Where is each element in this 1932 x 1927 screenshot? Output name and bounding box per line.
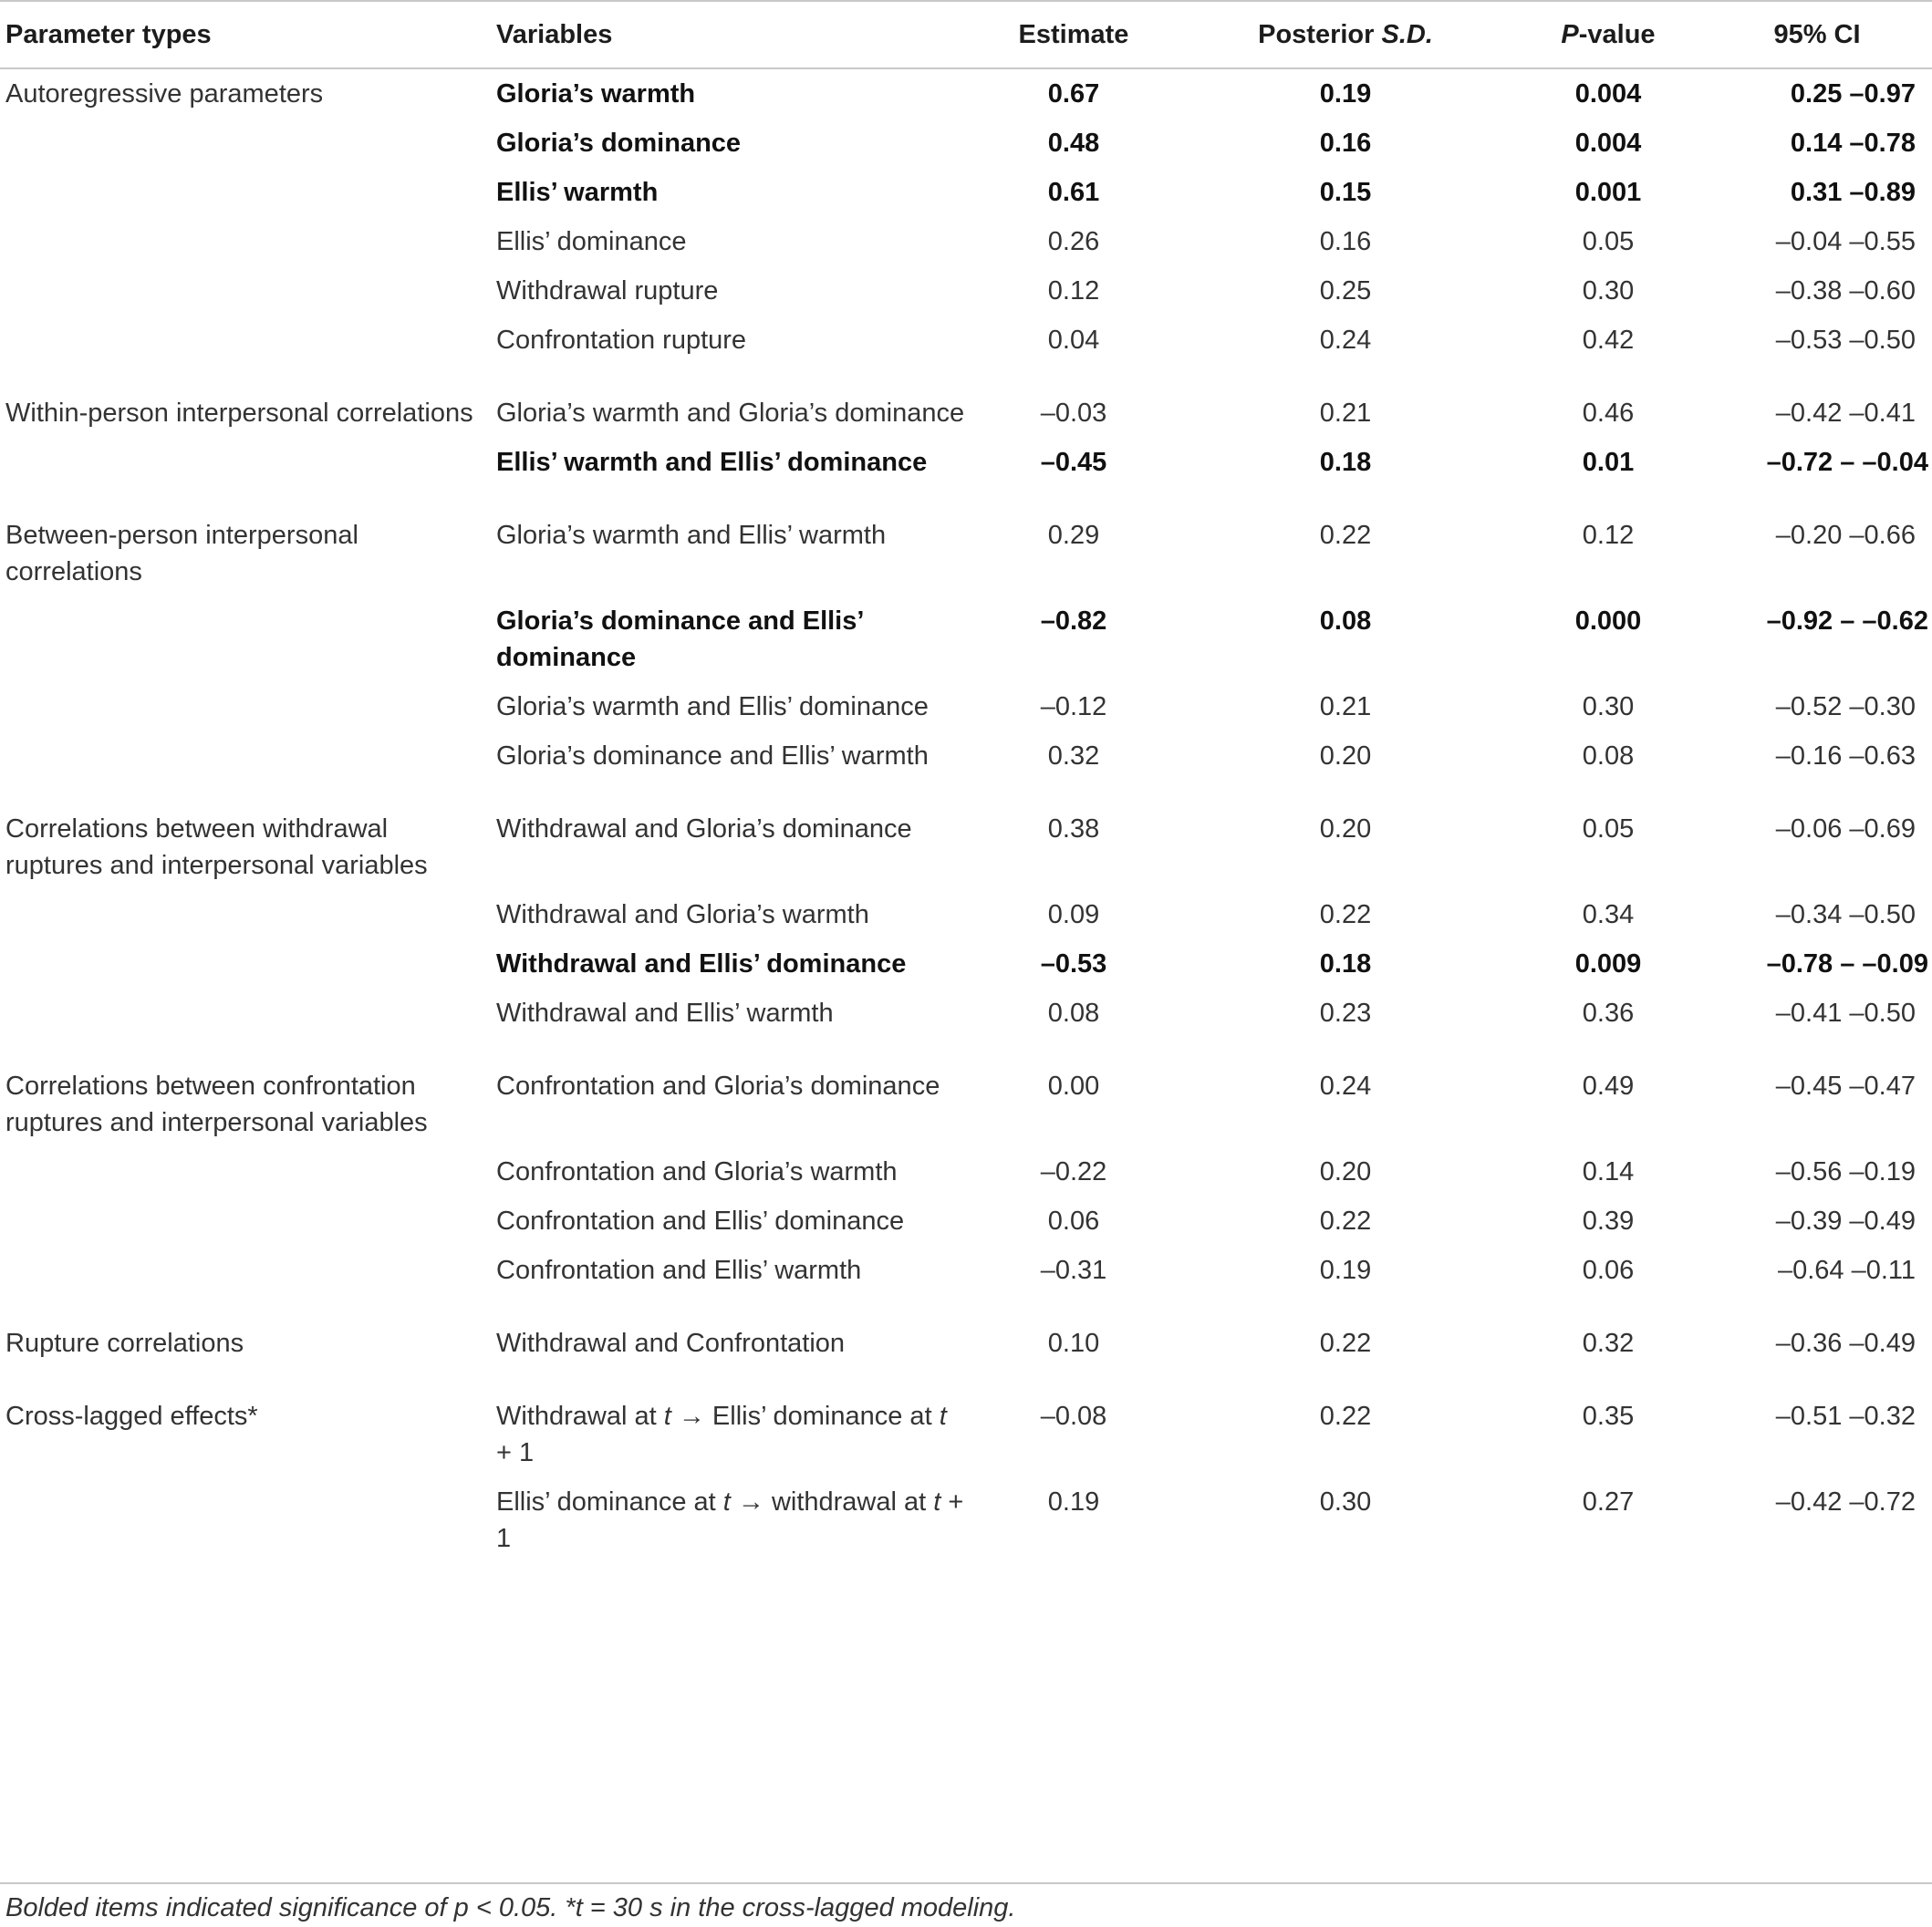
p-value-cell: 0.05	[1582, 814, 1635, 844]
ci-cell: –0.52 –0.30	[1775, 692, 1916, 721]
estimate-cell: 0.04	[1047, 326, 1100, 355]
estimate-cell: 0.67	[1047, 79, 1100, 109]
ci-cell: –0.56 –0.19	[1775, 1157, 1916, 1186]
variable-cell: Withdrawal and Ellis’ warmth	[496, 999, 834, 1028]
parameter-type-cell	[0, 939, 491, 989]
variable-text-part: Withdrawal at	[496, 1402, 664, 1431]
posterior-sd-cell: 0.19	[1319, 79, 1372, 109]
ci-cell: –0.45 –0.47	[1775, 1072, 1916, 1101]
ci-cell: –0.06 –0.69	[1775, 814, 1916, 844]
estimate-cell: –0.82	[1040, 606, 1107, 636]
table-row	[0, 266, 1932, 316]
posterior-sd-cell: 0.16	[1319, 227, 1372, 256]
variable-cell	[491, 1477, 971, 1563]
parameter-type-cell	[0, 1246, 491, 1295]
table-footnote: Bolded items indicated significance of p < 0.05. *t = 30 s in the cross-lagged modeling.	[0, 1882, 1932, 1923]
p-value-cell: 0.49	[1582, 1072, 1635, 1101]
group-spacer	[0, 1038, 1932, 1062]
estimate-cell: –0.03	[1040, 399, 1107, 428]
variable-cell: Confrontation and Ellis’ dominance	[496, 1207, 905, 1236]
parameter-type-cell	[0, 438, 491, 487]
estimate-cell: 0.38	[1047, 814, 1100, 844]
posterior-sd-cell: 0.22	[1319, 521, 1372, 550]
variable-cell: Confrontation and Gloria’s warmth	[496, 1157, 898, 1186]
p-value-cell: 0.32	[1582, 1329, 1635, 1358]
parameter-type-cell	[0, 731, 491, 781]
table-row	[0, 1147, 1932, 1197]
table-row	[0, 1319, 1932, 1368]
ci-cell: –0.38 –0.60	[1775, 276, 1916, 306]
table-row	[0, 731, 1932, 781]
table-row	[0, 1197, 1932, 1246]
estimate-cell: 0.32	[1047, 741, 1100, 771]
p-value-cell: 0.08	[1582, 741, 1635, 771]
parameter-type-cell	[0, 682, 491, 731]
variable-time-symbol: t	[722, 1487, 731, 1517]
p-value-cell: 0.05	[1582, 227, 1635, 256]
header-posterior-sd-italic: S.D.	[1381, 19, 1433, 49]
ci-cell: –0.64 –0.11	[1777, 1256, 1916, 1285]
ci-cell: –0.34 –0.50	[1775, 900, 1916, 929]
p-value-cell: 0.34	[1582, 900, 1635, 929]
posterior-sd-cell: 0.16	[1319, 129, 1372, 158]
posterior-sd-cell: 0.15	[1319, 178, 1372, 207]
variable-cell: Ellis’ dominance	[496, 227, 687, 256]
parameter-type-cell	[0, 168, 491, 217]
parameter-type-cell: Within-person interpersonal correlations	[5, 399, 473, 428]
table-row	[0, 1392, 1932, 1477]
ci-cell: –0.16 –0.63	[1775, 741, 1916, 771]
p-value-cell: 0.009	[1574, 949, 1642, 979]
p-value-cell: 0.27	[1582, 1487, 1635, 1517]
group-spacer-cell	[0, 781, 1932, 804]
posterior-sd-cell: 0.18	[1319, 448, 1372, 477]
header-variables: Variables	[496, 19, 613, 49]
parameter-type-cell	[0, 1147, 491, 1197]
estimate-cell: –0.08	[1040, 1402, 1107, 1431]
p-value-cell: 0.36	[1582, 999, 1635, 1028]
variable-cell: Gloria’s warmth and Ellis’ dominance	[496, 692, 929, 721]
p-value-cell: 0.004	[1574, 129, 1642, 158]
estimate-cell: 0.00	[1047, 1072, 1100, 1101]
parameter-type-cell	[0, 1477, 491, 1563]
ci-cell: 0.31 –0.89	[1790, 178, 1916, 207]
header-estimate: Estimate	[1018, 19, 1129, 49]
estimate-cell: –0.22	[1040, 1157, 1107, 1186]
p-value-cell: 0.06	[1582, 1256, 1635, 1285]
variable-cell: Confrontation and Gloria’s dominance	[496, 1072, 940, 1101]
parameter-type-cell: Correlations between confrontation ruptures and interpersonal variables	[5, 1072, 428, 1137]
table-row	[0, 168, 1932, 217]
variable-time-symbol: t	[933, 1487, 941, 1517]
posterior-sd-cell: 0.24	[1319, 326, 1372, 355]
posterior-sd-cell: 0.22	[1319, 1207, 1372, 1236]
variable-cell: Gloria’s dominance	[496, 129, 742, 158]
estimate-cell: 0.10	[1047, 1329, 1100, 1358]
ci-cell: –0.04 –0.55	[1775, 227, 1916, 256]
estimate-cell: 0.09	[1047, 900, 1100, 929]
variable-text-part: + 1	[496, 1487, 964, 1553]
variable-cell: Gloria’s dominance and Ellis’ warmth	[496, 741, 929, 771]
ci-cell: –0.42 –0.41	[1775, 399, 1916, 428]
estimate-cell: –0.31	[1040, 1256, 1107, 1285]
estimate-cell: 0.08	[1047, 999, 1100, 1028]
variable-cell: Withdrawal and Gloria’s warmth	[496, 900, 869, 929]
parameter-type-cell: Rupture correlations	[5, 1329, 244, 1358]
parameter-type-cell: Between-person interpersonal correlations	[5, 521, 358, 586]
variable-cell: Confrontation rupture	[496, 326, 747, 355]
parameter-type-cell	[0, 596, 491, 682]
estimate-cell: 0.29	[1047, 521, 1100, 550]
ci-cell: –0.51 –0.32	[1775, 1402, 1916, 1431]
table-header	[0, 1, 1932, 68]
variable-cell: Withdrawal rupture	[496, 276, 719, 306]
posterior-sd-cell: 0.22	[1319, 1402, 1372, 1431]
estimate-cell: 0.48	[1047, 129, 1100, 158]
p-value-cell: 0.30	[1582, 276, 1635, 306]
variable-text-part: + 1	[496, 1438, 535, 1467]
table-row	[0, 316, 1932, 365]
variable-time-symbol: t	[939, 1402, 947, 1431]
group-spacer-cell	[0, 1368, 1932, 1392]
ci-cell: –0.72 – –0.04	[1766, 448, 1928, 477]
group-spacer	[0, 487, 1932, 511]
ci-cell: –0.78 – –0.09	[1766, 949, 1928, 979]
table-body	[0, 68, 1932, 1563]
p-value-cell: 0.30	[1582, 692, 1635, 721]
posterior-sd-cell: 0.21	[1319, 692, 1372, 721]
ci-cell: 0.25 –0.97	[1790, 79, 1916, 109]
group-spacer-cell	[0, 1038, 1932, 1062]
header-posterior-sd	[1177, 1, 1514, 68]
header-parameter-types: Parameter types	[5, 19, 212, 49]
table-row	[0, 389, 1932, 438]
estimate-cell: 0.06	[1047, 1207, 1100, 1236]
table-row	[0, 804, 1932, 890]
posterior-sd-cell: 0.23	[1319, 999, 1372, 1028]
header-p-italic: P	[1561, 19, 1579, 49]
posterior-sd-cell: 0.20	[1319, 741, 1372, 771]
posterior-sd-cell: 0.20	[1319, 1157, 1372, 1186]
p-value-cell: 0.004	[1574, 79, 1642, 109]
table-row	[0, 217, 1932, 266]
posterior-sd-cell: 0.24	[1319, 1072, 1372, 1101]
variable-cell: Ellis’ warmth	[496, 178, 659, 207]
group-spacer-cell	[0, 487, 1932, 511]
ci-cell: –0.41 –0.50	[1775, 999, 1916, 1028]
parameter-type-cell: Autoregressive parameters	[5, 79, 324, 109]
parameter-type-cell	[0, 119, 491, 168]
estimate-cell: 0.19	[1047, 1487, 1100, 1517]
header-ci: 95% CI	[1773, 19, 1861, 49]
posterior-sd-cell: 0.20	[1319, 814, 1372, 844]
variable-cell: Gloria’s warmth and Ellis’ warmth	[496, 521, 887, 550]
variable-cell: Gloria’s warmth and Gloria’s dominance	[496, 399, 965, 428]
ci-cell: –0.92 – –0.62	[1766, 606, 1928, 636]
ci-cell: 0.14 –0.78	[1790, 129, 1916, 158]
ci-cell: –0.20 –0.66	[1775, 521, 1916, 550]
posterior-sd-cell: 0.08	[1319, 606, 1372, 636]
estimate-cell: –0.12	[1040, 692, 1107, 721]
parameter-type-cell: Correlations between withdrawal ruptures and interpersonal variables	[5, 814, 428, 880]
group-spacer-cell	[0, 365, 1932, 389]
estimate-cell: –0.45	[1040, 448, 1107, 477]
group-spacer-cell	[0, 1295, 1932, 1319]
p-value-cell: 0.42	[1582, 326, 1635, 355]
ci-cell: –0.42 –0.72	[1775, 1487, 1916, 1517]
table-row	[0, 989, 1932, 1038]
table-row	[0, 1477, 1932, 1563]
p-value-cell: 0.39	[1582, 1207, 1635, 1236]
p-value-cell: 0.12	[1582, 521, 1635, 550]
table-row	[0, 438, 1932, 487]
header-p-value	[1514, 1, 1702, 68]
table-row	[0, 119, 1932, 168]
ci-cell: –0.53 –0.50	[1775, 326, 1916, 355]
posterior-sd-cell: 0.19	[1319, 1256, 1372, 1285]
variable-cell: Gloria’s dominance and Ellis’ dominance	[496, 606, 863, 672]
posterior-sd-cell: 0.21	[1319, 399, 1372, 428]
table-row	[0, 939, 1932, 989]
parameter-type-cell	[0, 266, 491, 316]
estimate-cell: 0.26	[1047, 227, 1100, 256]
parameter-type-cell	[0, 989, 491, 1038]
parameter-type-cell	[0, 890, 491, 939]
posterior-sd-cell: 0.30	[1319, 1487, 1372, 1517]
parameter-type-cell	[0, 1197, 491, 1246]
estimate-cell: 0.12	[1047, 276, 1100, 306]
estimate-cell: –0.53	[1040, 949, 1107, 979]
variable-text-part: → withdrawal at	[730, 1487, 934, 1517]
parameter-type-cell	[0, 217, 491, 266]
group-spacer	[0, 781, 1932, 804]
posterior-sd-cell: 0.22	[1319, 900, 1372, 929]
posterior-sd-cell: 0.25	[1319, 276, 1372, 306]
table-row	[0, 511, 1932, 596]
table-row	[0, 890, 1932, 939]
parameter-type-cell: Cross-lagged effects*	[5, 1402, 258, 1431]
variable-cell: Withdrawal and Ellis’ dominance	[496, 949, 907, 979]
posterior-sd-cell: 0.18	[1319, 949, 1372, 979]
table-row	[0, 1246, 1932, 1295]
table-row	[0, 1062, 1932, 1147]
variable-cell	[491, 1392, 971, 1477]
p-value-cell: 0.01	[1582, 448, 1635, 477]
variable-cell: Confrontation and Ellis’ warmth	[496, 1256, 862, 1285]
parameter-type-cell	[0, 316, 491, 365]
group-spacer	[0, 365, 1932, 389]
variable-cell: Ellis’ warmth and Ellis’ dominance	[496, 448, 928, 477]
ci-cell: –0.39 –0.49	[1775, 1207, 1916, 1236]
header-p-suffix: -value	[1578, 19, 1656, 49]
table-row	[0, 596, 1932, 682]
p-value-cell: 0.000	[1574, 606, 1642, 636]
estimate-cell: 0.61	[1047, 178, 1100, 207]
p-value-cell: 0.46	[1582, 399, 1635, 428]
ci-cell: –0.36 –0.49	[1775, 1329, 1916, 1358]
variable-text-part: Ellis’ dominance at	[496, 1487, 723, 1517]
variable-cell: Gloria’s warmth	[496, 79, 696, 109]
group-spacer	[0, 1368, 1932, 1392]
group-spacer	[0, 1295, 1932, 1319]
posterior-sd-cell: 0.22	[1319, 1329, 1372, 1358]
table-row	[0, 68, 1932, 119]
variable-time-symbol: t	[663, 1402, 671, 1431]
p-value-cell: 0.001	[1574, 178, 1642, 207]
p-value-cell: 0.35	[1582, 1402, 1635, 1431]
header-row	[0, 1, 1932, 68]
variable-text-part: → Ellis’ dominance at	[670, 1402, 940, 1431]
header-posterior-sd-prefix: Posterior	[1258, 19, 1382, 49]
variable-cell: Withdrawal and Confrontation	[496, 1329, 846, 1358]
p-value-cell: 0.14	[1582, 1157, 1635, 1186]
variable-cell: Withdrawal and Gloria’s dominance	[496, 814, 912, 844]
table-row	[0, 682, 1932, 731]
